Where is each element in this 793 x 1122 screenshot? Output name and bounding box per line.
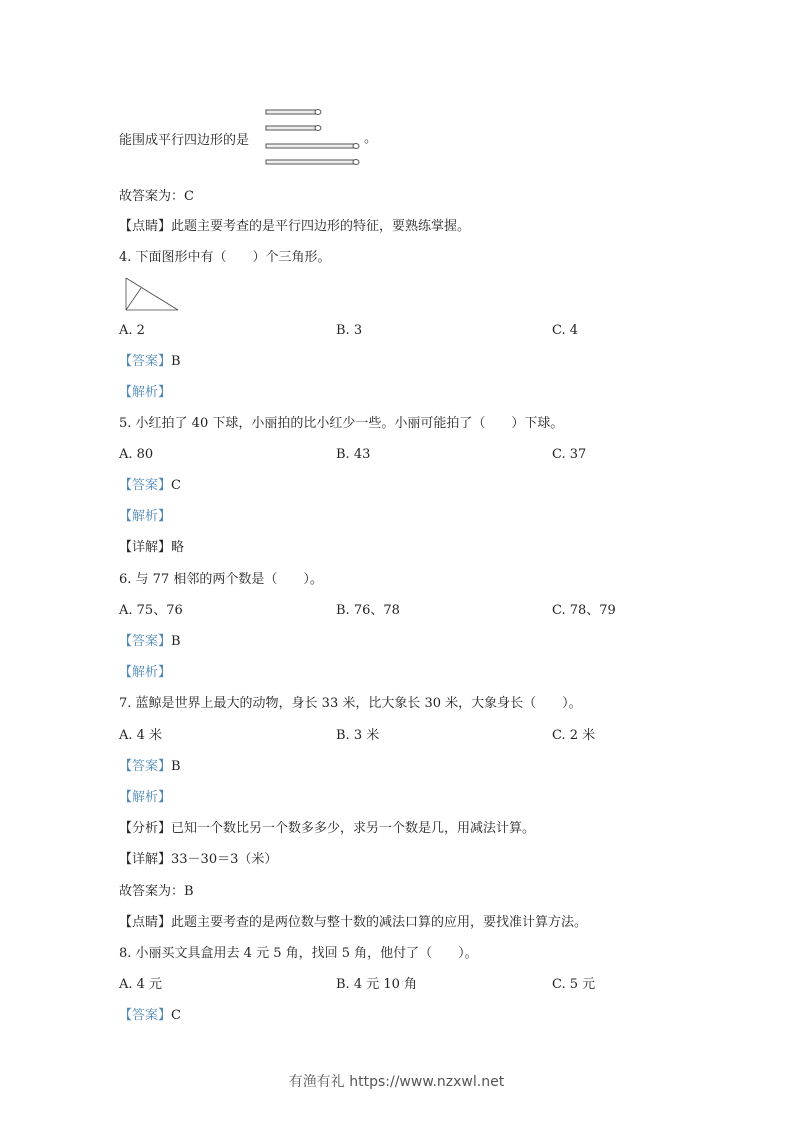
q8-option-a: A. 4 元 xyxy=(119,977,163,992)
q7-option-b: B. 3 米 xyxy=(336,728,380,743)
fenxi-tag: 【分析】 xyxy=(119,821,172,836)
question-number: 8. xyxy=(119,946,132,961)
answer-value: C xyxy=(171,1008,181,1023)
answer-value: B xyxy=(171,634,181,649)
note-text: 此题主要考查的是平行四边形的特征，要熟练掌握。 xyxy=(171,219,471,234)
question-stem: 与 77 相邻的两个数是（ ）。 xyxy=(135,572,323,587)
sticks-figure xyxy=(265,108,365,170)
q4-option-c: C. 4 xyxy=(552,323,579,338)
q4-option-b: B. 3 xyxy=(336,323,363,338)
answer-tag: 【答案】 xyxy=(119,759,172,774)
q3-note xyxy=(119,219,470,235)
q6-analysis: 【解析】 xyxy=(119,665,172,680)
q8-option-c: C. 5 元 xyxy=(552,977,596,992)
q7-option-c: C. 2 米 xyxy=(552,728,596,743)
q4-analysis: 【解析】 xyxy=(119,385,172,400)
q4-option-a: A. 2 xyxy=(119,323,145,338)
q8-option-b: B. 4 元 10 角 xyxy=(336,977,418,992)
q3-stem: 能围成平行四边形的是 xyxy=(119,133,250,148)
footer-watermark: 有渔有礼 https://www.nzxwl.net xyxy=(288,1074,505,1090)
q4-answer xyxy=(119,354,181,370)
q6-answer xyxy=(119,634,181,650)
detail-tag: 【详解】 xyxy=(119,852,172,867)
question-number: 6. xyxy=(119,572,132,587)
q5-analysis: 【解析】 xyxy=(119,509,172,524)
q3-conclusion: 故答案为：C xyxy=(119,189,194,204)
question-stem: 小丽买文具盒用去 4 元 5 角，找回 5 角，他付了（ ）。 xyxy=(135,946,478,961)
q7-note xyxy=(119,915,587,931)
q7-analysis: 【解析】 xyxy=(119,790,172,805)
q7-option-a: A. 4 米 xyxy=(119,728,163,743)
detail-tag: 【详解】 xyxy=(119,540,172,555)
q4-stem xyxy=(119,250,331,266)
question-stem: 蓝鲸是世界上最大的动物，身长 33 米，比大象长 30 米，大象身长（ ）。 xyxy=(135,696,582,711)
answer-tag: 【答案】 xyxy=(119,1008,172,1023)
q7-stem xyxy=(119,696,582,712)
q7-answer xyxy=(119,759,181,775)
q6-stem xyxy=(119,572,323,588)
question-stem: 下面图形中有（ ）个三角形。 xyxy=(135,250,331,265)
question-number: 7. xyxy=(119,696,132,711)
q3-end-mark: 。 xyxy=(364,131,378,146)
question-stem: 小红拍了 40 下球，小丽拍的比小红少一些。小丽可能拍了（ ）下球。 xyxy=(135,416,564,431)
q5-option-a: A. 80 xyxy=(119,447,154,462)
triangle-figure xyxy=(124,276,182,314)
q6-option-b: B. 76、78 xyxy=(336,603,400,618)
fenxi-text: 已知一个数比另一个数多多少，求另一个数是几，用减法计算。 xyxy=(171,821,536,836)
note-tag: 【点睛】 xyxy=(119,915,172,930)
q7-conclusion: 故答案为：B xyxy=(119,884,194,899)
q7-detail xyxy=(119,852,277,868)
q5-answer xyxy=(119,478,181,494)
q8-stem xyxy=(119,946,478,962)
answer-tag: 【答案】 xyxy=(119,354,172,369)
answer-value: B xyxy=(171,759,181,774)
question-number: 4. xyxy=(119,250,132,265)
q5-option-c: C. 37 xyxy=(552,447,587,462)
q5-detail xyxy=(119,540,184,556)
answer-tag: 【答案】 xyxy=(119,478,172,493)
detail-text: 略 xyxy=(171,540,185,555)
q5-option-b: B. 43 xyxy=(336,447,371,462)
answer-value: C xyxy=(171,478,181,493)
q8-answer xyxy=(119,1008,181,1024)
detail-text: 33－30＝3（米） xyxy=(171,852,278,867)
q6-option-a: A. 75、76 xyxy=(119,603,183,618)
answer-value: B xyxy=(171,354,181,369)
question-number: 5. xyxy=(119,416,132,431)
q7-fenxi xyxy=(119,821,535,837)
q6-option-c: C. 78、79 xyxy=(552,603,616,618)
answer-tag: 【答案】 xyxy=(119,634,172,649)
note-text: 此题主要考查的是两位数与整十数的减法口算的应用，要找准计算方法。 xyxy=(171,915,588,930)
note-tag: 【点睛】 xyxy=(119,219,172,234)
q5-stem xyxy=(119,416,563,432)
